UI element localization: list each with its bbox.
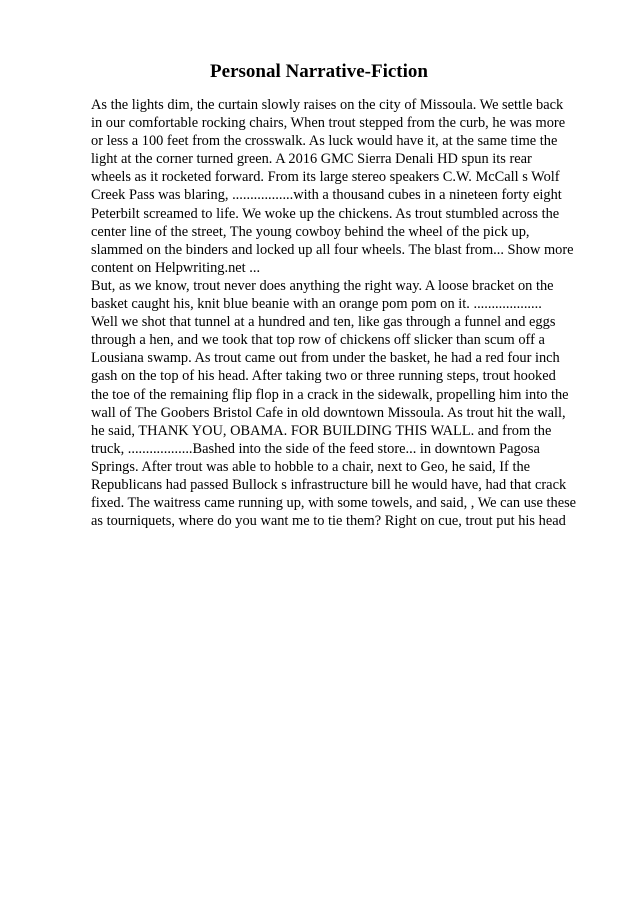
body-line: slammed on the binders and locked up all four wheels. The blast from... Show more: [91, 241, 574, 258]
body-line: light at the corner turned green. A 2016 GMC Sierra Denali HD spun its rear: [91, 151, 532, 168]
body-line: wall of The Goobers Bristol Cafe in old downtown Missoula. As trout hit the wall,: [91, 404, 566, 421]
body-line: Well we shot that tunnel at a hundred and ten, like gas through a funnel and eggs: [91, 314, 556, 331]
body-line: wheels as it rocketed forward. From its large stereo speakers C.W. McCall s Wolf: [91, 169, 560, 186]
body-line: Republicans had passed Bullock s infrastructure bill he would have, had that crack: [91, 476, 567, 493]
body-line: center line of the street, The young cowboy behind the wheel of the pick up,: [91, 223, 530, 240]
body-line: gash on the top of his head. After taking two or three running steps, trout hooked: [91, 368, 556, 385]
body-line: But, as we know, trout never does anything the right way. A loose bracket on the: [91, 277, 554, 294]
body-line: Springs. After trout was able to hobble to a chair, next to Geo, he said, If the: [91, 458, 531, 475]
body-line: truck, ..................Bashed into the side of the feed store... in downtown Pagosa: [91, 440, 540, 457]
body-line: he said, THANK YOU, OBAMA. FOR BUILDING THIS WALL. and from the: [91, 422, 552, 439]
document-body: [91, 96, 591, 530]
body-line: in our comfortable rocking chairs, When trout stepped from the curb, he was more: [91, 115, 566, 132]
body-line: the toe of the remaining flip flop in a crack in the sidewalk, propelling him into the: [91, 386, 569, 403]
body-line: or less a 100 feet from the crosswalk. As luck would have it, at the same time the: [91, 133, 558, 150]
body-line: Peterbilt screamed to life. We woke up the chickens. As trout stumbled across the: [91, 205, 560, 222]
body-line: basket caught his, knit blue beanie with an orange pom pom on it. ...................: [91, 296, 542, 313]
body-line: as tourniquets, where do you want me to tie them? Right on cue, trout put his head: [91, 513, 566, 530]
body-line: Creek Pass was blaring, .................with a thousand cubes in a nineteen forty eight: [91, 187, 562, 204]
body-line: fixed. The waitress came running up, with some towels, and said, , We can use these: [91, 495, 577, 512]
body-line: through a hen, and we took that top row of chickens off slicker than scum off a: [91, 332, 545, 349]
body-line: content on Helpwriting.net ...: [91, 259, 261, 276]
body-line: Lousiana swamp. As trout came out from under the basket, he had a red four inch: [91, 350, 560, 367]
body-line: As the lights dim, the curtain slowly raises on the city of Missoula. We settle back: [91, 97, 564, 113]
document-title: Personal Narrative-Fiction: [210, 61, 428, 82]
